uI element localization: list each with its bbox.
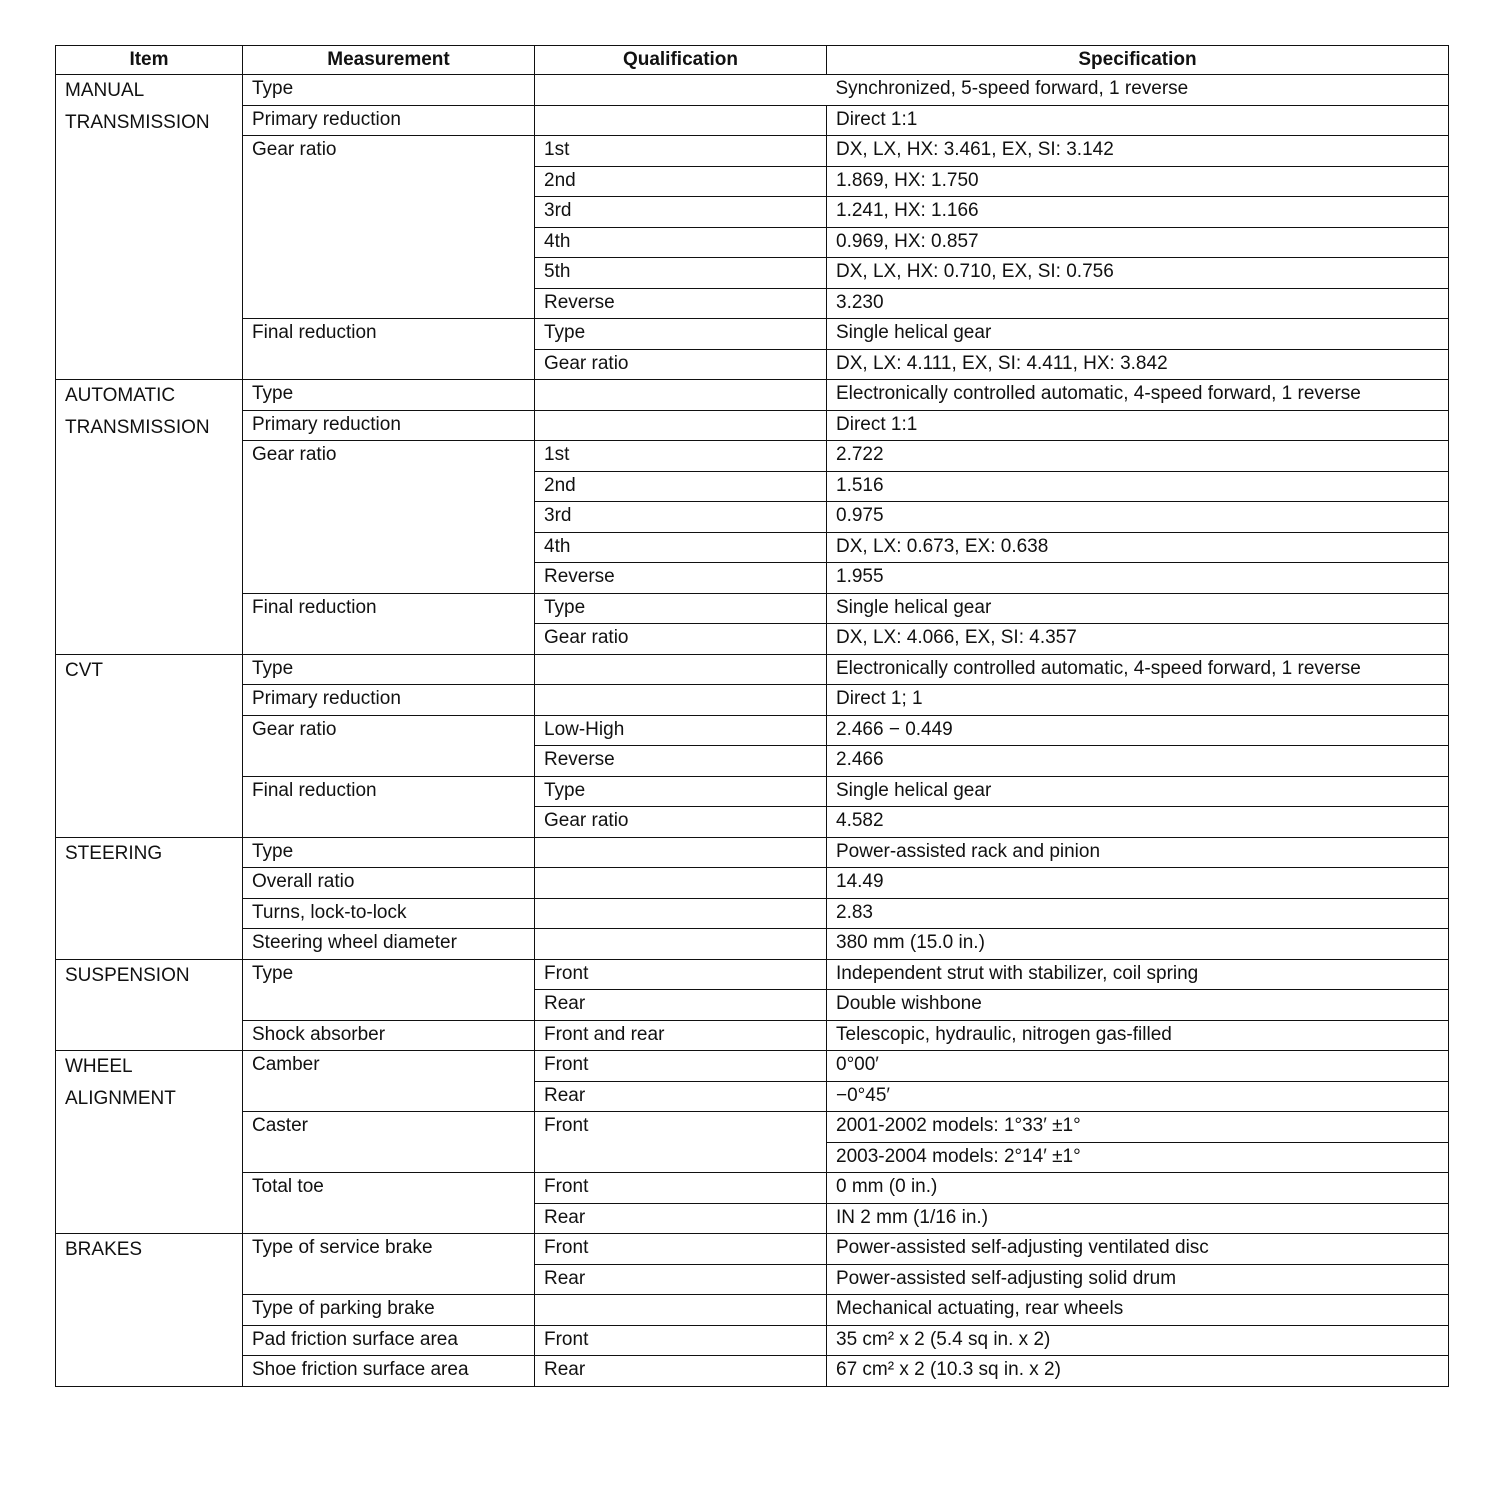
measurement-cell: Camber	[243, 1051, 535, 1112]
specification-cell: −0°45′	[827, 1081, 1449, 1112]
item-cell: CVT	[56, 654, 243, 837]
specification-cell: 2003-2004 models: 2°14′ ±1°	[827, 1142, 1449, 1173]
specification-cell: 1.516	[827, 471, 1449, 502]
specification-cell: Power-assisted rack and pinion	[827, 837, 1449, 868]
specification-cell: Mechanical actuating, rear wheels	[827, 1295, 1449, 1326]
header-specification: Specification	[827, 46, 1449, 75]
specification-cell: Power-assisted self-adjusting solid drum	[827, 1264, 1449, 1295]
specification-cell: 2.466 − 0.449	[827, 715, 1449, 746]
table-row	[56, 1295, 1449, 1326]
table-row	[56, 319, 1449, 350]
header-measurement: Measurement	[243, 46, 535, 75]
measurement-cell: Type	[243, 380, 535, 411]
measurement-cell: Final reduction	[243, 776, 535, 837]
qualification-cell: Reverse	[535, 288, 827, 319]
specification-cell: Direct 1:1	[827, 410, 1449, 441]
measurement-cell: Primary reduction	[243, 410, 535, 441]
table-row	[56, 715, 1449, 746]
table-row	[56, 1173, 1449, 1204]
table-row	[56, 1020, 1449, 1051]
item-cell: BRAKES	[56, 1234, 243, 1387]
measurement-cell: Overall ratio	[243, 868, 535, 899]
measurement-cell: Final reduction	[243, 593, 535, 654]
qualification-cell: Reverse	[535, 563, 827, 594]
qualification-cell	[535, 929, 827, 960]
specification-cell: Double wishbone	[827, 990, 1449, 1021]
qualification-cell: Type	[535, 776, 827, 807]
specifications-table	[55, 45, 1449, 1387]
specification-cell: DX, LX, HX: 0.710, EX, SI: 0.756	[827, 258, 1449, 289]
specification-cell: Electronically controlled automatic, 4-speed forward, 1 reverse	[827, 380, 1449, 411]
specification-cell: DX, LX: 4.111, EX, SI: 4.411, HX: 3.842	[827, 349, 1449, 380]
specification-cell: 67 cm² x 2 (10.3 sq in. x 2)	[827, 1356, 1449, 1387]
table-row	[56, 1234, 1449, 1265]
table-row	[56, 136, 1449, 167]
qualification-cell: Rear	[535, 990, 827, 1021]
specification-cell: 0°00′	[827, 1051, 1449, 1082]
qualification-cell: 4th	[535, 532, 827, 563]
qualification-cell: Rear	[535, 1203, 827, 1234]
qualification-cell: Type	[535, 319, 827, 350]
measurement-cell: Type of service brake	[243, 1234, 535, 1295]
qualification-cell: Gear ratio	[535, 624, 827, 655]
header-row	[56, 46, 1449, 75]
qualification-cell	[535, 380, 827, 411]
specification-cell: DX, LX: 0.673, EX: 0.638	[827, 532, 1449, 563]
qualification-cell: Front	[535, 1051, 827, 1082]
qualification-cell: Rear	[535, 1081, 827, 1112]
measurement-cell: Pad friction surface area	[243, 1325, 535, 1356]
measurement-cell: Shoe friction surface area	[243, 1356, 535, 1387]
measurement-cell: Type	[243, 654, 535, 685]
qualification-cell: Gear ratio	[535, 349, 827, 380]
table-row	[56, 654, 1449, 685]
header-qualification: Qualification	[535, 46, 827, 75]
qualification-cell: 2nd	[535, 166, 827, 197]
measurement-cell: Type	[243, 75, 535, 106]
qualification-cell: 4th	[535, 227, 827, 258]
specification-cell: DX, LX, HX: 3.461, EX, SI: 3.142	[827, 136, 1449, 167]
item-cell: AUTOMATIC TRANSMISSION	[56, 380, 243, 655]
item-cell: STEERING	[56, 837, 243, 959]
qualification-cell: Gear ratio	[535, 807, 827, 838]
measurement-cell: Primary reduction	[243, 685, 535, 716]
qualification-cell: Rear	[535, 1264, 827, 1295]
table-row	[56, 1112, 1449, 1143]
qualification-cell	[535, 1295, 827, 1326]
measurement-cell: Type	[243, 959, 535, 1020]
table-row	[56, 410, 1449, 441]
measurement-cell: Turns, lock-to-lock	[243, 898, 535, 929]
qualification-cell	[535, 685, 827, 716]
specification-cell: 2001-2002 models: 1°33′ ±1°	[827, 1112, 1449, 1143]
table-row	[56, 75, 1449, 106]
qualification-cell	[535, 868, 827, 899]
specification-cell: 35 cm² x 2 (5.4 sq in. x 2)	[827, 1325, 1449, 1356]
measurement-cell: Caster	[243, 1112, 535, 1173]
specification-cell: 2.83	[827, 898, 1449, 929]
qualification-cell	[535, 410, 827, 441]
qualification-cell: Front	[535, 1173, 827, 1204]
item-cell: WHEEL ALIGNMENT	[56, 1051, 243, 1234]
qualification-cell: 3rd	[535, 502, 827, 533]
specification-cell: 4.582	[827, 807, 1449, 838]
specification-cell: 380 mm (15.0 in.)	[827, 929, 1449, 960]
specification-cell: IN 2 mm (1/16 in.)	[827, 1203, 1449, 1234]
qualification-cell: 1st	[535, 441, 827, 472]
table-row	[56, 380, 1449, 411]
qualification-cell: Front	[535, 1234, 827, 1265]
specification-cell: 1.955	[827, 563, 1449, 594]
specification-cell: 1.241, HX: 1.166	[827, 197, 1449, 228]
table-row	[56, 929, 1449, 960]
specification-cell: 0 mm (0 in.)	[827, 1173, 1449, 1204]
specification-cell: Independent strut with stabilizer, coil spring	[827, 959, 1449, 990]
qualification-cell: 5th	[535, 258, 827, 289]
table-row	[56, 898, 1449, 929]
table-row	[56, 1325, 1449, 1356]
qualification-cell: Reverse	[535, 746, 827, 777]
table-row	[56, 441, 1449, 472]
measurement-cell: Gear ratio	[243, 136, 535, 319]
specification-cell: 3.230	[827, 288, 1449, 319]
measurement-cell: Gear ratio	[243, 715, 535, 776]
item-cell: MANUAL TRANSMISSION	[56, 75, 243, 380]
specification-cell: 0.975	[827, 502, 1449, 533]
qualification-cell: 2nd	[535, 471, 827, 502]
specification-cell: Electronically controlled automatic, 4-speed forward, 1 reverse	[827, 654, 1449, 685]
specification-cell: 2.722	[827, 441, 1449, 472]
qualification-cell: Type	[535, 593, 827, 624]
qualification-cell: 1st	[535, 136, 827, 167]
specification-cell: 1.869, HX: 1.750	[827, 166, 1449, 197]
qualification-cell: Front and rear	[535, 1020, 827, 1051]
specification-cell: 14.49	[827, 868, 1449, 899]
measurement-cell: Primary reduction	[243, 105, 535, 136]
qualification-cell: Rear	[535, 1356, 827, 1387]
header-item: Item	[56, 46, 243, 75]
specification-cell: Telescopic, hydraulic, nitrogen gas-filled	[827, 1020, 1449, 1051]
qualification-cell	[535, 75, 827, 106]
measurement-cell: Final reduction	[243, 319, 535, 380]
specification-cell: Single helical gear	[827, 776, 1449, 807]
table-row	[56, 1356, 1449, 1387]
qualification-cell	[535, 654, 827, 685]
table-row	[56, 105, 1449, 136]
qualification-cell	[535, 105, 827, 136]
specification-cell: Single helical gear	[827, 319, 1449, 350]
qualification-cell: Front	[535, 1325, 827, 1356]
specification-cell: Direct 1; 1	[827, 685, 1449, 716]
measurement-cell: Shock absorber	[243, 1020, 535, 1051]
measurement-cell: Steering wheel diameter	[243, 929, 535, 960]
table-row	[56, 685, 1449, 716]
qualification-cell: Low-High	[535, 715, 827, 746]
table-row	[56, 593, 1449, 624]
specification-cell: Direct 1:1	[827, 105, 1449, 136]
specification-cell: Single helical gear	[827, 593, 1449, 624]
table-body	[56, 75, 1449, 1387]
table-row	[56, 959, 1449, 990]
measurement-cell: Gear ratio	[243, 441, 535, 594]
specification-cell: 2.466	[827, 746, 1449, 777]
table-row	[56, 837, 1449, 868]
qualification-cell: Front	[535, 1112, 827, 1173]
table-row	[56, 1051, 1449, 1082]
measurement-cell: Type	[243, 837, 535, 868]
qualification-cell: Front	[535, 959, 827, 990]
measurement-cell: Total toe	[243, 1173, 535, 1234]
qualification-cell	[535, 837, 827, 868]
specification-cell: 0.969, HX: 0.857	[827, 227, 1449, 258]
table-row	[56, 868, 1449, 899]
qualification-cell	[535, 898, 827, 929]
specification-cell: Synchronized, 5-speed forward, 1 reverse	[827, 75, 1449, 106]
measurement-cell: Type of parking brake	[243, 1295, 535, 1326]
specification-cell: Power-assisted self-adjusting ventilated disc	[827, 1234, 1449, 1265]
item-cell: SUSPENSION	[56, 959, 243, 1051]
qualification-cell: 3rd	[535, 197, 827, 228]
specification-cell: DX, LX: 4.066, EX, SI: 4.357	[827, 624, 1449, 655]
table-row	[56, 776, 1449, 807]
